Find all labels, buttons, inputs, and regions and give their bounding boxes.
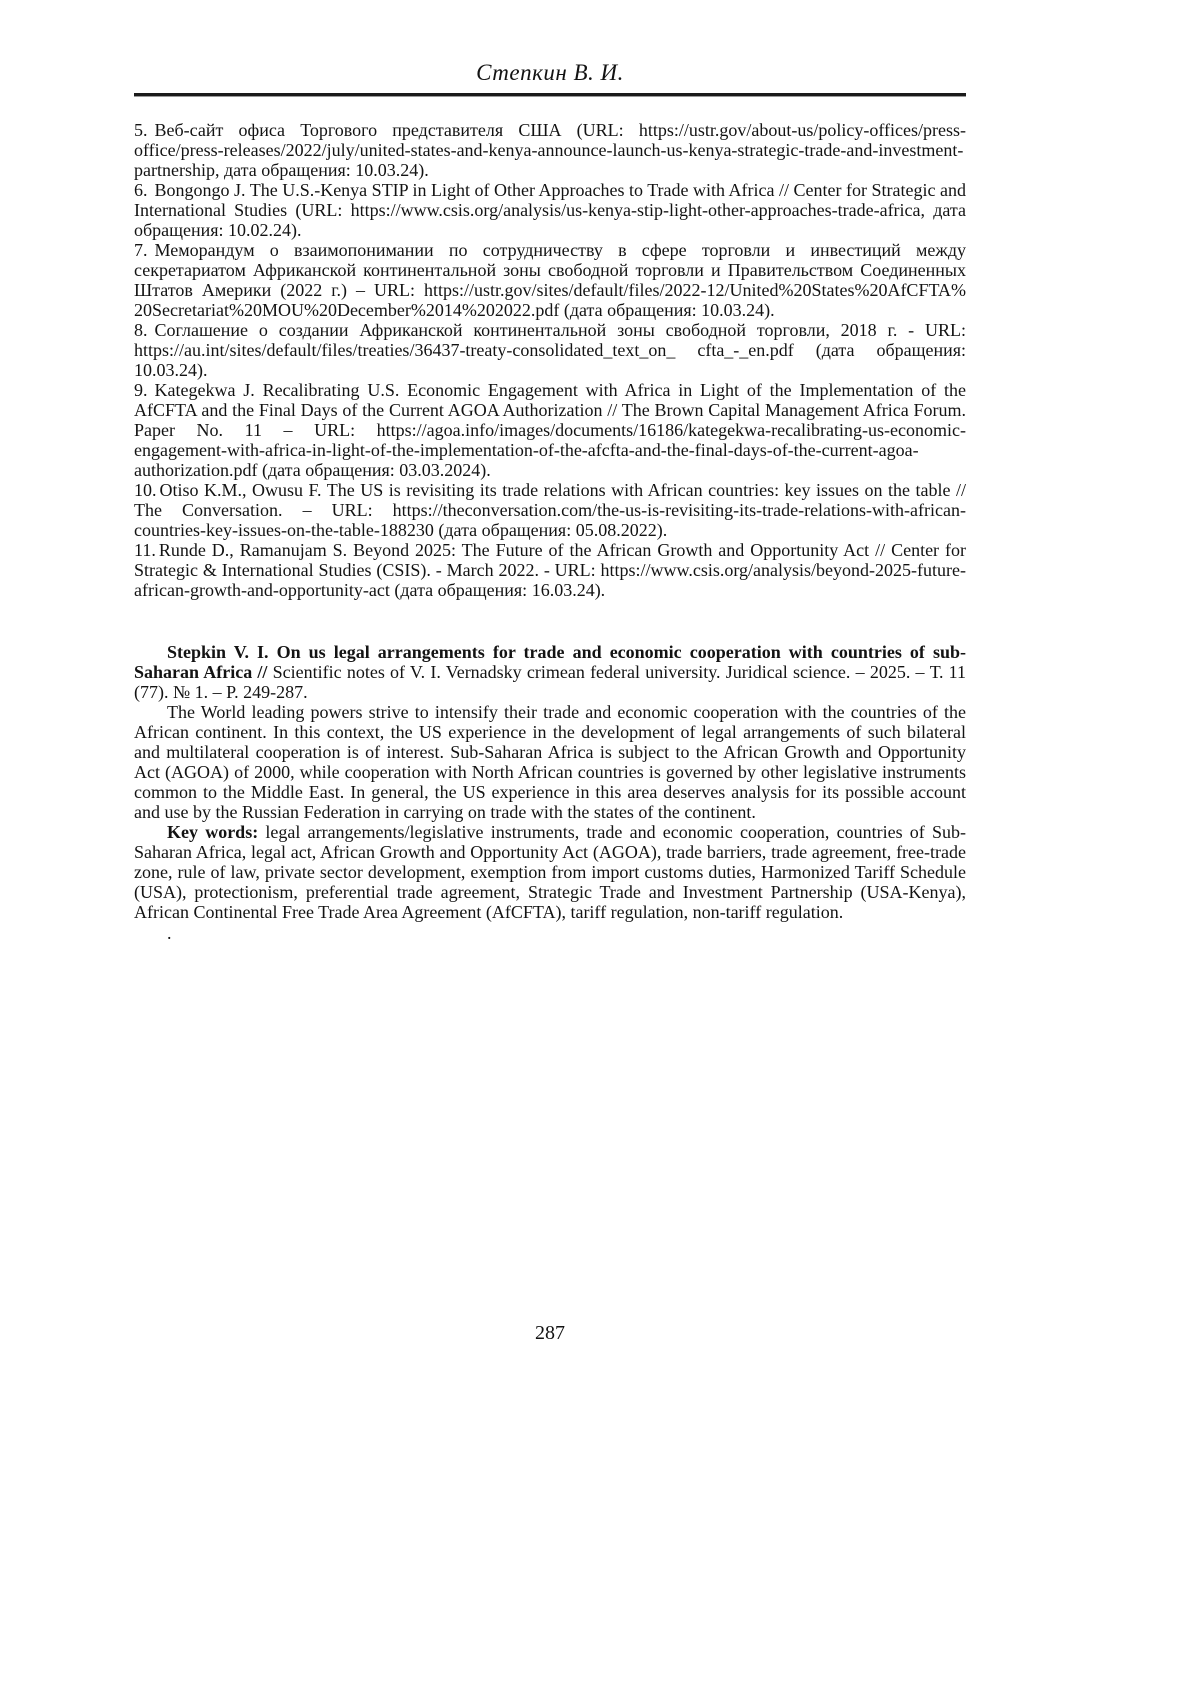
page-content bbox=[134, 0, 966, 944]
reference-item bbox=[134, 120, 966, 180]
reference-text: Otiso K.M., Owusu F. The US is revisiting its trade relations with African countries: key issues on the table // The Conversation. – URL: https://theconversation.com/the-us-is-revisiting-its-trade-relations-with-african-countries-key-issues-on-the-table-188230 (дата обращения: 05.08.2022). bbox=[134, 480, 966, 540]
reference-item bbox=[134, 320, 966, 380]
reference-number: 10. bbox=[134, 480, 157, 500]
reference-item bbox=[134, 240, 966, 320]
reference-text: Соглашение о создании Африканской континентальной зоны свободной торговли, 2018 г. - URL: https://au.int/sites/default/files/treaties/36437-treaty-consolidated_text_on_ cfta_-_en.pdf (дата обращения: 10.03.24). bbox=[134, 320, 966, 380]
keywords-label: Key words: bbox=[167, 822, 259, 842]
citation-source: Scientific notes of V. I. Vernadsky crimean federal university. Juridical science. – 2025. – Т. 11 (77). № 1. – P. 249-287. bbox=[134, 662, 967, 702]
reference-text: Runde D., Ramanujam S. Beyond 2025: The Future of the African Growth and Opportunity Act // Center for Strategic & International Studies (CSIS). - March 2022. - URL: https://www.csis.org/analysis/beyond-2025-future-african-growth-and-opportunity-act (дата обращения: 16.03.24). bbox=[134, 540, 966, 600]
citation-title: Stepkin V. I. On us legal arrangements for trade and economic cooperation with countries of sub-Saharan Africa // bbox=[134, 642, 966, 682]
page-number: 287 bbox=[535, 1322, 565, 1344]
reference-item bbox=[134, 380, 966, 480]
reference-item bbox=[134, 540, 966, 600]
header-rule bbox=[134, 93, 966, 97]
reference-number: 8. bbox=[134, 320, 148, 340]
reference-text: Меморандум о взаимопонимании по сотрудничеству в сфере торговли и инвестиций между секретариатом Африканской континентальной зоны свободной торговли и Правительством Соединенных Штатов Америки (2022 г.) – URL: https://ustr.gov/sites/default/files/2022-12/United%20States%20AfCFTA% 20Secretariat%20MOU%20December%2014%202022.pdf (дата обращения: 10.03.24). bbox=[134, 240, 966, 320]
running-header: Степкин В. И. bbox=[476, 60, 624, 85]
abstract-paragraph: The World leading powers strive to intensify their trade and economic cooperation with the countries of the African continent. In this context, the US experience in the development of legal arrangements of such bilateral and multilateral cooperation is of interest. Sub-Saharan Africa is subject to the African Growth and Opportunity Act (AGOA) of 2000, while cooperation with North African countries is governed by other legislative instruments common to the Middle East. In general, the US experience in this area deserves analysis for its possible account and use by the Russian Federation in carrying on trade with the states of the continent. bbox=[134, 702, 966, 822]
reference-text: Kategekwa J. Recalibrating U.S. Economic Engagement with Africa in Light of the Implementation of the AfCFTA and the Final Days of the Current AGOA Authorization // The Brown Capital Management Africa Forum. Paper No. 11 – URL: https://agoa.info/images/documents/16186/kategekwa-recalibrating-us-economic-engagement-with-africa-in-light-of-the-implementation-of-the-afcfta-and-the-final-days-of-the-current-agoa-authorization.pdf (дата обращения: 03.03.2024). bbox=[134, 380, 966, 480]
keywords-paragraph bbox=[134, 822, 966, 922]
abstract-block bbox=[134, 642, 966, 944]
citation-paragraph bbox=[134, 642, 966, 702]
reference-number: 6. bbox=[134, 180, 148, 200]
reference-number: 5. bbox=[134, 120, 148, 140]
reference-number: 7. bbox=[134, 240, 148, 260]
keywords-text: legal arrangements/legislative instruments, trade and economic cooperation, countries of Sub-Saharan Africa, legal act, African Growth and Opportunity Act (AGOA), trade barriers, trade agreement, free-trade zone, rule of law, private sector development, exemption from import customs duties, Harmonized Tariff Schedule (USA), protectionism, preferential trade agreement, Strategic Trade and Investment Partnership (USA-Kenya), African Continental Free Trade Area Agreement (AfCFTA), tariff regulation, non-tariff regulation. bbox=[134, 822, 966, 922]
references-list bbox=[134, 120, 966, 600]
reference-text: Bongongo J. The U.S.-Kenya STIP in Light of Other Approaches to Trade with Africa // Center for Strategic and International Studies (URL: https://www.csis.org/analysis/us-kenya-stip-light-other-approaches-trade-africa, дата обращения: 10.02.24). bbox=[134, 180, 966, 240]
reference-number: 9. bbox=[134, 380, 148, 400]
reference-number: 11. bbox=[134, 540, 156, 560]
reference-item bbox=[134, 480, 966, 540]
reference-text: Веб-сайт офиса Торгового представителя США (URL: https://ustr.gov/about-us/policy-offices/press-office/press-releases/2022/july/united-states-and-kenya-announce-launch-us-kenya-strategic-trade-and-investment-partnership, дата обращения: 10.03.24). bbox=[134, 120, 966, 180]
trailing-period: . bbox=[167, 923, 172, 943]
reference-item bbox=[134, 180, 966, 240]
